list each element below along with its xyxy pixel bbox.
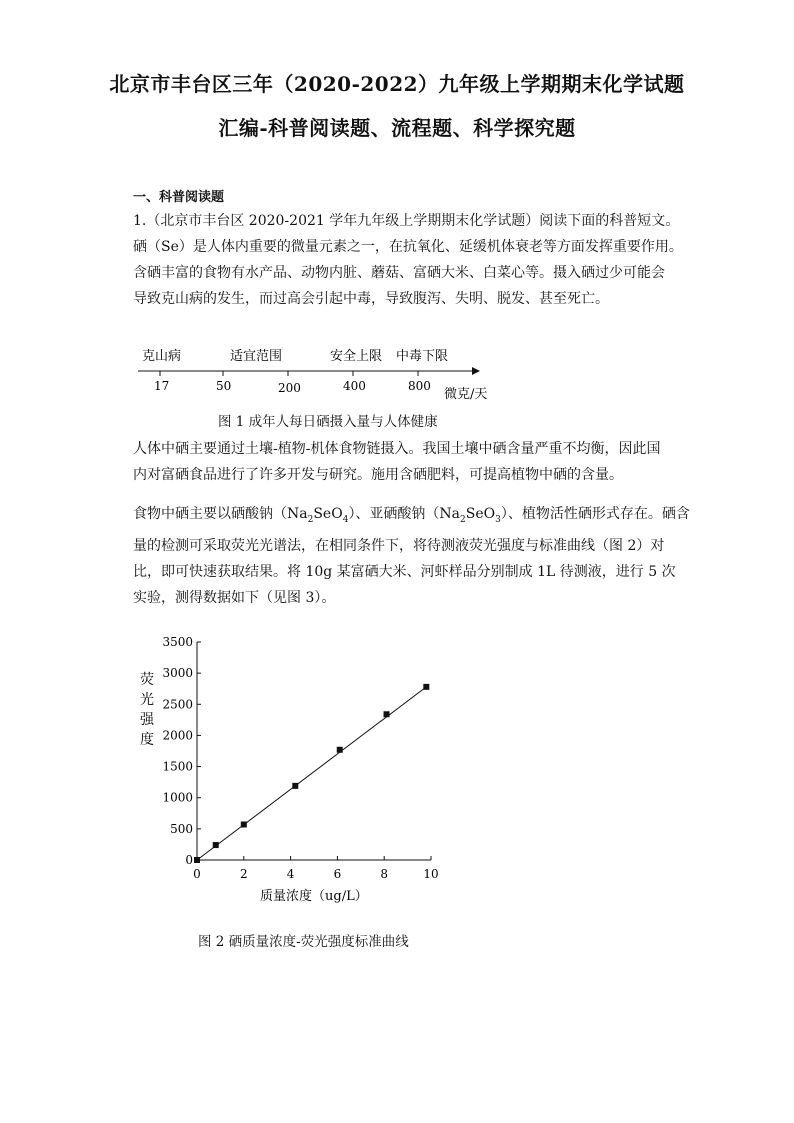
y-axis-label-char: 光: [140, 692, 154, 708]
text-line: 1.（北京市丰台区 2020-2021 学年九年级上学期期末化学试题）阅读下面的科普短文。: [133, 213, 680, 229]
data-point: [241, 821, 247, 827]
tick-label: 50: [216, 379, 232, 393]
figure-2-caption: 图 2 硒质量浓度-荧光强度标准曲线: [198, 934, 409, 950]
tick-label: 200: [278, 381, 301, 395]
x-tick-label: 4: [286, 867, 295, 881]
data-point: [292, 783, 298, 789]
question-1-text: [133, 208, 683, 312]
x-tick-label: 0: [193, 867, 201, 881]
text-line: 比，即可快速获取结果。将 10g 某富硒大米、河虾样品分别制成 1L 待测液，进行 5 次: [133, 563, 676, 580]
tick-label: 400: [343, 379, 366, 393]
text-line: 量的检测可采取荧光光谱法，在相同条件下，将待测液荧光强度与标准曲线（图 2）对: [133, 537, 665, 554]
y-tick-label: 1500: [162, 759, 193, 774]
x-tick-label: 8: [380, 867, 389, 881]
y-tick-label: 500: [170, 821, 193, 836]
text-line: 人体中硒主要通过土壤-植物-机体食物链摄入。我国土壤中硒含量严重不均衡，因此国: [133, 441, 661, 457]
tick-label: 800: [408, 379, 431, 393]
label-safe-upper: 安全上限: [330, 349, 383, 364]
data-point: [194, 857, 200, 863]
x-tick-label: 10: [423, 867, 439, 881]
text-run: SeO: [313, 506, 343, 522]
unit-label: 微克/天: [444, 387, 488, 402]
text-run: ）、植物活性硒形式存在。硒含: [500, 506, 690, 522]
y-axis-label-char: 度: [140, 732, 154, 748]
y-axis-label-char: 强: [140, 712, 154, 728]
subscript: 4: [342, 514, 349, 525]
figure-1-number-line: [130, 340, 510, 410]
text-line: 内对富硒食品进行了许多开发与研究。施用含硒肥料，可提高植物中硒的含量。: [133, 467, 623, 483]
y-tick-label: 2000: [162, 728, 193, 743]
figure-1-caption: 图 1 成年人每日硒摄入量与人体健康: [218, 414, 438, 430]
label-keshan: 克山病: [142, 349, 182, 364]
y-tick-label: 0: [185, 853, 193, 867]
text-line: 导致克山病的发生，而过高会引起中毒，导致腹泻、失明、脱发、甚至死亡。: [133, 291, 609, 307]
text-line: 含硒丰富的食物有水产品、动物内脏、蘑菇、富硒大米、白菜心等。摄入硒过少可能会: [133, 265, 665, 281]
y-tick-label: 2500: [162, 697, 193, 712]
data-point: [337, 747, 343, 753]
subscript: 3: [495, 514, 501, 525]
label-toxic-lower: 中毒下限: [396, 349, 449, 364]
x-axis-label: 质量浓度（ug/L）: [260, 889, 368, 904]
data-point: [423, 684, 429, 690]
fit-line: [197, 687, 426, 860]
figure-2-chart: [130, 628, 460, 918]
tick-label: 17: [154, 379, 170, 393]
label-suitable: 适宜范围: [230, 349, 283, 364]
data-point: [384, 711, 390, 717]
y-axis-label: [140, 671, 155, 748]
subscript: 2: [307, 514, 314, 525]
text-run: ）、亚硒酸钠（Na: [348, 506, 461, 522]
y-tick-label: 3500: [162, 635, 193, 649]
text-line-formula: [133, 501, 690, 533]
y-tick-label: 3000: [162, 666, 193, 681]
axis-arrow: [472, 367, 480, 375]
document-title-line1: 北京市丰台区三年（2020-2022）九年级上学期期末化学试题: [109, 72, 685, 96]
x-tick-label: 2: [239, 867, 248, 881]
text-line: 实验，测得数据如下（见图 3）。: [133, 589, 336, 606]
paragraph-3: [133, 501, 690, 611]
y-axis-label-char: 荧: [140, 672, 154, 688]
text-line: 硒（Se）是人体内重要的微量元素之一，在抗氧化、延缓机体衰老等方面发挥重要作用。: [133, 239, 683, 255]
paragraph-2: [133, 436, 673, 488]
document-title-line2: 汇编-科普阅读题、流程题、科学探究题: [218, 116, 576, 140]
y-tick-label: 1000: [162, 790, 193, 805]
x-tick-label: 6: [333, 867, 342, 881]
data-point: [213, 842, 219, 848]
text-run: SeO: [465, 506, 496, 522]
text-run: 食物中硒主要以硒酸钠（Na: [133, 506, 308, 522]
section-heading: 一、科普阅读题: [133, 190, 225, 205]
subscript: 2: [460, 514, 466, 525]
